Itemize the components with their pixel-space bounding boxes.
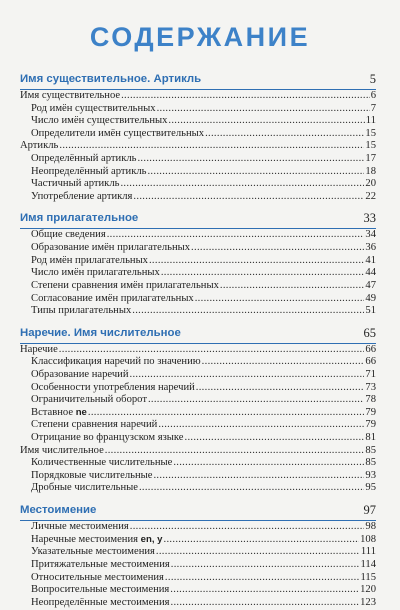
entry-label-text: Личные местоимения <box>31 521 129 533</box>
entry-label-text: Неопределённый артикль <box>31 165 147 177</box>
section-heading[interactable] <box>20 72 376 90</box>
dot-leader <box>185 432 365 445</box>
entry-page-number: 85 <box>365 444 376 456</box>
dot-leader <box>171 597 360 610</box>
section-heading[interactable] <box>20 503 376 521</box>
toc-entry[interactable] <box>20 445 376 458</box>
entry-label-text: Неопределённые местоимения <box>31 596 170 608</box>
toc-entry[interactable] <box>20 128 376 141</box>
entry-label-text: Относительные местоимения <box>31 571 164 583</box>
entry-label <box>31 546 155 559</box>
entry-label-text: Образование наречий <box>31 368 129 380</box>
entry-label <box>31 153 136 166</box>
entry-label <box>20 344 58 357</box>
dot-leader <box>153 470 364 483</box>
toc-entry[interactable] <box>20 521 376 534</box>
entry-label-text: Ограничительный оборот <box>31 394 147 406</box>
toc-entry[interactable] <box>20 90 376 103</box>
entry-label-text: Дробные числительные <box>31 482 138 494</box>
entry-label-text: Число имён прилагательных <box>31 267 160 279</box>
entry-label <box>31 293 194 306</box>
entry-label <box>31 128 204 141</box>
section-title: Имя существительное. Артикль <box>20 73 202 85</box>
entry-label-text: Наречие <box>20 343 58 355</box>
entry-page-number: 95 <box>365 482 376 494</box>
dot-leader <box>139 482 364 495</box>
entry-label-text: Употребление артикля <box>31 190 133 202</box>
section-page-number: 97 <box>363 503 376 518</box>
dot-leader <box>202 356 365 369</box>
entry-label <box>31 356 201 369</box>
section-page-number: 65 <box>363 325 376 340</box>
dot-leader <box>121 90 370 103</box>
dot-leader <box>133 191 364 204</box>
dot-leader <box>168 115 364 128</box>
entry-label <box>31 534 163 547</box>
entry-page-number: 6 <box>370 90 376 101</box>
entry-label-text: Классификация наречий по значению <box>31 356 201 368</box>
entry-page-number: 73 <box>365 381 376 393</box>
entry-page-number: 15 <box>365 127 376 139</box>
entry-page-number: 71 <box>365 368 376 380</box>
page-title: СОДЕРЖАНИЕ <box>89 22 311 52</box>
section-heading[interactable] <box>20 211 376 229</box>
toc-entry[interactable] <box>20 305 376 318</box>
entry-label-text: Имя числительное <box>20 444 104 456</box>
dot-leader <box>149 255 364 268</box>
entry-page-number: 123 <box>360 596 376 608</box>
entry-page-number: 51 <box>365 305 376 317</box>
entry-label-text: Порядковые числительные <box>31 469 153 481</box>
entry-page-number: 20 <box>365 178 376 190</box>
entry-label-text: Имя существительное <box>20 90 121 101</box>
entry-label-text: Род имён прилагательных <box>31 254 148 266</box>
entry-label-text: Количественные числительные <box>31 457 173 469</box>
dot-leader <box>130 369 365 382</box>
entry-page-number: 93 <box>365 469 376 481</box>
entry-label-text: Определители имён существительных <box>31 127 205 139</box>
entry-label-text: Род имён существительных <box>31 102 156 114</box>
entry-page-number: 36 <box>365 242 376 254</box>
dot-leader <box>165 572 360 585</box>
entry-label-text: Отрицание во французском языке <box>31 432 184 444</box>
entry-label-text: Степени сравнения наречий <box>31 419 158 431</box>
section-title: Наречие. Имя числительное <box>20 326 181 339</box>
toc-entry[interactable] <box>20 293 376 306</box>
entry-page-number: 49 <box>365 292 376 304</box>
entry-label <box>31 267 160 280</box>
toc-entry[interactable] <box>20 482 376 495</box>
dot-leader <box>205 128 364 141</box>
dot-leader <box>59 344 365 357</box>
entry-page-number: 98 <box>365 521 376 533</box>
entry-page-number: 11 <box>365 115 376 127</box>
entry-label-text: Указательные местоимения <box>31 546 155 558</box>
toc-entry[interactable] <box>20 356 376 369</box>
toc-entry[interactable] <box>20 470 376 483</box>
toc-entry[interactable] <box>20 407 376 420</box>
entry-label <box>31 305 131 318</box>
entry-page-number: 44 <box>365 267 376 279</box>
entry-label-bold: ne <box>75 406 87 418</box>
entry-label <box>20 445 104 458</box>
entry-page-number: 22 <box>365 190 376 202</box>
entry-page-number: 79 <box>365 406 376 418</box>
dot-leader <box>195 293 365 306</box>
entry-label-text: Общие сведения <box>31 229 106 241</box>
dot-leader <box>147 166 364 179</box>
entry-label <box>31 432 184 445</box>
entry-label <box>31 103 156 116</box>
entry-label-text: Вопросительные местоимения <box>31 584 170 596</box>
dot-leader <box>157 103 370 116</box>
toc-entry[interactable] <box>20 280 376 293</box>
entry-label-text: Наречные местоимения <box>31 533 141 545</box>
toc-entry[interactable] <box>20 242 376 255</box>
entry-label <box>31 457 172 470</box>
dot-leader <box>158 419 364 432</box>
entry-label <box>31 382 195 395</box>
toc-entry[interactable] <box>20 344 376 357</box>
entry-page-number: 17 <box>365 153 376 165</box>
dot-leader <box>161 267 365 280</box>
entry-label <box>31 280 219 293</box>
toc-entry[interactable] <box>20 597 376 610</box>
toc-section <box>20 503 376 609</box>
toc-entry[interactable] <box>20 229 376 242</box>
entry-page-number: 66 <box>365 343 376 355</box>
toc-section <box>20 211 376 317</box>
entry-label <box>31 559 170 572</box>
entry-label <box>31 166 146 179</box>
entry-label <box>31 470 152 483</box>
entry-label <box>31 572 164 585</box>
dot-leader <box>137 153 364 166</box>
entry-page-number: 18 <box>365 165 376 177</box>
entry-label-text: Образование имён прилагательных <box>31 242 191 254</box>
toc-entry[interactable] <box>20 432 376 445</box>
entry-label-text: Степени сравнения имён прилагательных <box>31 279 219 291</box>
entry-page-number: 120 <box>360 584 376 596</box>
entry-label <box>31 369 129 382</box>
section-heading[interactable] <box>20 326 376 344</box>
entry-label-text: Типы прилагательных <box>31 305 132 317</box>
toc-entry[interactable] <box>20 153 376 166</box>
dot-leader <box>173 457 364 470</box>
section-page-number: 33 <box>363 211 376 226</box>
dot-leader <box>156 546 360 559</box>
entry-label <box>31 229 106 242</box>
entry-label-text: Артикль <box>20 140 59 152</box>
entry-label <box>31 407 87 420</box>
entry-label <box>31 242 190 255</box>
entry-page-number: 66 <box>365 356 376 368</box>
dot-leader <box>220 280 365 293</box>
entry-label <box>31 521 129 534</box>
entry-page-number: 81 <box>365 432 376 444</box>
dot-leader <box>170 584 359 597</box>
entry-page-number: 111 <box>360 546 376 558</box>
dot-leader <box>196 382 365 395</box>
toc-entry[interactable] <box>20 457 376 470</box>
section-title: Имя прилагательное <box>20 212 139 225</box>
toc-entry[interactable] <box>20 115 376 128</box>
entry-label-text: Вставное <box>31 406 76 418</box>
entry-label-text: Определённый артикль <box>31 153 137 165</box>
toc-entry[interactable] <box>20 369 376 382</box>
dot-leader <box>148 394 364 407</box>
dot-leader <box>88 407 365 420</box>
entry-label-text: Притяжательные местоимения <box>31 558 170 570</box>
entry-label <box>31 394 147 407</box>
section-page-number: 5 <box>369 72 376 86</box>
dot-leader <box>171 559 360 572</box>
entry-label-text: Число имён существительных <box>31 115 168 127</box>
entry-label-text: Особенности употребления наречий <box>31 381 195 393</box>
entry-page-number: 108 <box>360 533 376 545</box>
toc-entry[interactable] <box>20 255 376 268</box>
entry-page-number: 15 <box>365 140 376 152</box>
entry-label-text: Согласование имён прилагательных <box>31 292 194 304</box>
entry-page-number: 115 <box>360 571 376 583</box>
toc-section <box>20 72 376 203</box>
toc-entry[interactable] <box>20 419 376 432</box>
toc-entry[interactable] <box>20 382 376 395</box>
dot-leader <box>132 305 364 318</box>
toc-entry[interactable] <box>20 178 376 191</box>
dot-leader <box>105 445 365 458</box>
entry-label <box>31 255 148 268</box>
toc-entry[interactable] <box>20 584 376 597</box>
dot-leader <box>59 140 364 153</box>
entry-label <box>20 90 120 103</box>
dot-leader <box>107 229 365 242</box>
toc-entry[interactable] <box>20 267 376 280</box>
toc-entry[interactable] <box>20 534 376 547</box>
toc-entry[interactable] <box>20 572 376 585</box>
entry-page-number: 78 <box>365 394 376 406</box>
toc-entry[interactable] <box>20 103 376 116</box>
entry-label <box>20 140 58 153</box>
toc-entry[interactable] <box>20 166 376 179</box>
dot-leader <box>120 178 364 191</box>
toc-entry[interactable] <box>20 191 376 204</box>
entry-label <box>31 597 170 610</box>
dot-leader <box>130 521 365 534</box>
dot-leader <box>191 242 364 255</box>
entry-label-bold: en, y <box>140 533 163 545</box>
entry-label <box>31 482 138 495</box>
entry-label <box>31 115 167 128</box>
entry-label <box>31 178 119 191</box>
entry-page-number: 47 <box>365 279 376 291</box>
entry-page-number: 7 <box>370 102 376 114</box>
toc-entry[interactable] <box>20 559 376 572</box>
entry-label <box>31 419 157 432</box>
entry-page-number: 114 <box>360 558 376 570</box>
entry-label <box>31 584 169 597</box>
toc-entry[interactable] <box>20 546 376 559</box>
dot-leader <box>164 534 360 547</box>
entry-page-number: 41 <box>365 254 376 266</box>
section-title: Местоимение <box>20 504 97 517</box>
entry-label-text: Частичный артикль <box>31 178 120 190</box>
table-of-contents <box>20 72 376 609</box>
entry-page-number: 79 <box>365 419 376 431</box>
toc-entry[interactable] <box>20 140 376 153</box>
toc-entry[interactable] <box>20 394 376 407</box>
entry-page-number: 34 <box>365 229 376 241</box>
entry-page-number: 85 <box>365 457 376 469</box>
entry-label <box>31 191 132 204</box>
toc-section <box>20 326 376 495</box>
